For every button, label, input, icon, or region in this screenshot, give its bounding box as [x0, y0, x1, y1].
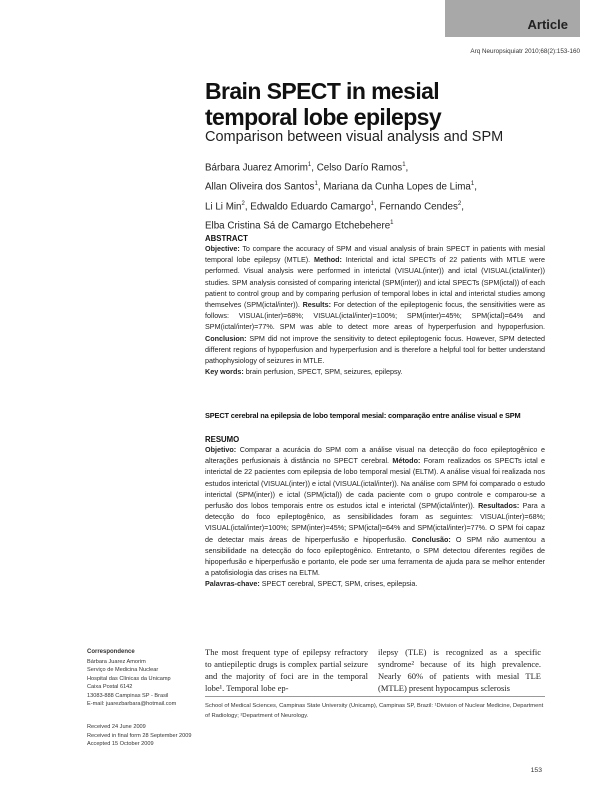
- abstract: [205, 234, 545, 377]
- section-tab: [445, 0, 580, 37]
- author-affiliation: 2: [457, 200, 462, 207]
- portuguese-title: SPECT cerebral na epilepsia de lobo temporal mesial: comparação entre análise visual e SPM: [205, 411, 521, 420]
- article-title: [205, 78, 545, 130]
- submission-dates: [87, 723, 202, 749]
- affiliations: School of Medical Sciences, Campinas State University (Unicamp), Campinas SP, Brazil: ¹Division of Nuclear Medicine, Department of Radiology; ²Department of Neurology.: [205, 703, 544, 719]
- correspondence-email: E-mail: juarezbarbara@hotmail.com: [87, 701, 177, 707]
- correspondence-line: Hospital das Clínicas da Unicamp: [87, 675, 171, 682]
- author-name: Edwaldo Eduardo Camargo: [250, 200, 371, 212]
- author-name: Fernando Cendes: [379, 200, 458, 212]
- resumo-keywords: Palavras-chave: SPECT cerebral, SPECT, SPM, crises, epilepsia.: [205, 579, 418, 589]
- title-line-1: Brain SPECT in mesial: [205, 78, 440, 104]
- correspondence-line: Bárbara Juarez Amorim: [87, 658, 146, 665]
- author-affiliation: 1: [402, 162, 406, 168]
- author-affiliation: 1: [307, 162, 312, 168]
- article-subtitle: Comparison between visual analysis and SPM: [205, 129, 504, 145]
- correspondence-line: 13083-888 Campinas SP - Brasil: [87, 692, 169, 699]
- author-name: Mariana da Cunha Lopes de Lima: [323, 181, 471, 193]
- author-name: Li Li Min: [205, 200, 242, 212]
- page-number: 153: [530, 767, 542, 774]
- date-received-final: Received in final form 28 September 2009: [87, 732, 192, 739]
- author-name: Elba Cristina Sá de Camargo Etchebehere: [205, 220, 391, 232]
- author-affiliation: 1: [390, 219, 394, 226]
- correspondence-line: Caixa Postal 6142: [87, 684, 133, 690]
- author-line: [205, 215, 545, 234]
- abstract-body: Objective: To compare the accuracy of SPM and visual analysis of brain SPECT in patients with mesial temporal lobe epilepsy (MTLE). Method: Interictal and ictal SPECTs of 22 patients with MTLE were performed. Visual analysis were performed in interictal (VISUAL(inter)) and ictal (VISUAL(ictal/inter)) studies. SPM analysis consisted of comparing interictal (SPM(inter)) and ictal SPECTs (SPM(ictal)) of each patient to control group and by comparing perfusion of temporal lobes in ictal and interictal studies among themselves (SPM(ictal/inter)). Results: For detection of the epileptogenic focus, the sensitivities were as follows: VISUAL(inter)=68%; VISUAL(ictal/inter)=100%; SPM(inter)=45%; SPM(ictal)=64% and SPM(ictal/inter)=77%. SPM was able to detect more areas of hyperperfusion and hypoperfusion. Conclusion: SPM did not improve the sensitivity to detect epileptogenic focus. However, SPM detected different regions of hypoperfusion and hyperperfusion and is therefore a helpful tool for better understand pathophysiology of seizures in MTLE.: [205, 244, 546, 366]
- author-affiliation: 2: [241, 200, 245, 207]
- correspondence: [87, 648, 202, 709]
- author-affiliation: 1: [470, 181, 475, 188]
- author-name: Celso Darío Ramos: [316, 162, 403, 174]
- section-label: Article: [527, 17, 568, 32]
- journal-citation: Arq Neuropsiquiatr 2010;68(2):153-160: [470, 48, 580, 55]
- resumo-heading: RESUMO: [205, 435, 240, 444]
- author-list: [205, 157, 545, 234]
- author-line: Allan Oliveira dos Santos$^1$, Mariana da Cunha Lopes de Lima$^1$,: [205, 181, 477, 193]
- author-line: Li Li Min$^2$, Edwaldo Eduardo Camargo$^1$, Fernando Cendes$^2$,: [205, 200, 464, 212]
- author-affiliation: 1: [370, 200, 374, 207]
- author-affiliation: 1: [314, 181, 318, 188]
- resumo: [205, 435, 545, 590]
- correspondence-title: Correspondence: [87, 649, 135, 655]
- footnote-divider: [205, 696, 545, 697]
- title-line-2: temporal lobe epilepsy: [205, 104, 442, 130]
- author-name: Bárbara Juarez Amorim: [205, 162, 308, 174]
- date-received: Received 24 June 2009: [87, 724, 146, 730]
- body-column-2: ilepsy (TLE) is recognized as a specific syndrome² because of its high prevalence. Nearly 60% of patients with mesial TLE (MTLE) present hypocampus sclerosis: [378, 647, 541, 693]
- resumo-body: Objetivo: Comparar a acurácia do SPM com a análise visual na detecção do foco epileptogênico e alterações perfusionais à distância no SPECT cerebral. Método: Foram realizados os SPECTs ictal e interictal de 22 pacientes com epilepsia de lobo temporal mesial (ELTM). A análise visual foi realizada nos estudos interictal (VISUAL(inter)) e ictal (VISUAL(ictal/inter)). Na análise com SPM foi comparado o estudo interictal (SPM(inter)) e ictal (SPM(ictal)) de cada paciente com o grupo controle e comparou-se a perfusão dos lobos temporais entre os estudos ictal e interictal (SPM(ictal/inter)). Resultados: Para a detecção do foco epileptogênico, as sensibilidades foram as seguintes: VISUAL(inter)=68%; VISUAL(ictal/inter)=100%; SPM(inter)=45%; SPM(ictal)=64% and SPM(ictal/inter)=77%. O SPM foi capaz de detectar mais áreas de hiperperfusão e hipoperfusão. Conclusão: O SPM não aumentou a sensibilidade na detecção do foco epileptogênico. Entretanto, o SPM detectou diferentes regiões de hipoperfusão e hiperperfusão e portanto, ele pode ser uma ferramenta de ajuda para se melhor entender a patofisiologia das crises na ELTM.: [205, 445, 546, 578]
- abstract-keywords: Key words: brain perfusion, SPECT, SPM, seizures, epilepsy.: [205, 367, 403, 377]
- abstract-heading: ABSTRACT: [205, 234, 248, 243]
- date-accepted: Accepted 15 October 2009: [87, 741, 154, 747]
- body-column-1: The most frequent type of epilepsy refractory to antiepileptic drugs is complex partial seizure and the majority of foci are in the temporal lobe¹. Temporal lobe ep-: [205, 647, 368, 693]
- correspondence-line: Serviço de Medicina Nuclear: [87, 667, 159, 673]
- author-name: Allan Oliveira dos Santos: [205, 181, 315, 193]
- author-line: Bárbara Juarez Amorim$^1$, Celso Darío Ramos$^1$,: [205, 162, 409, 174]
